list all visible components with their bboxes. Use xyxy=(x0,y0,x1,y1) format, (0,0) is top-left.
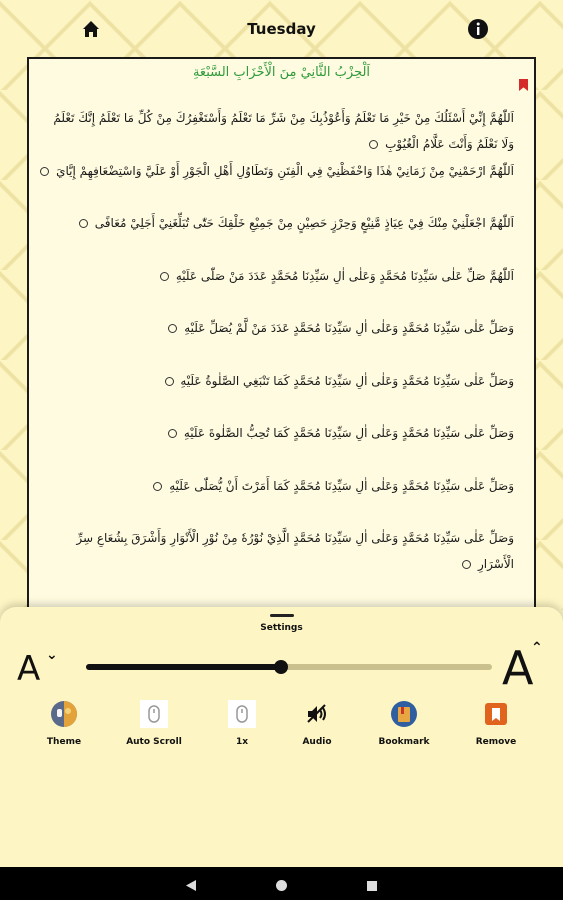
audio-muted-icon xyxy=(303,700,331,728)
dua-text: وَصَلِّ عَلٰى سَيِّدِنَا مُحَمَّدٍ وَعَلٰى اٰلِ سَيِّدِنَا مُحَمَّدٍ عَدَدَ مَنْ لَّمْ يُصَلِّ عَلَيْهِ xyxy=(184,321,514,335)
dua-text: اَللّٰهُمَّ ارْحَمْنِيْ مِنْ زَمَانِيْ هٰذَا وَاحْفَظْنِيْ فِي الْفِتَنِ وَتَطَاوُلِ أَهْلِ الْجَوْرِ أَوْ عَلَيَّ وَاسْتِضْعَافِهِمْ إِيَّايَ xyxy=(56,163,514,178)
dua-verse[interactable] xyxy=(39,158,514,211)
dua-verse[interactable] xyxy=(39,368,514,421)
dua-list xyxy=(39,105,514,578)
home-icon[interactable] xyxy=(80,18,102,40)
audio-label: Audio xyxy=(302,737,332,747)
dua-text: اَللّٰهُمَّ اجْعَلْنِيْ مِنْكَ فِيْ عِيَاذٍ مَّنِيْعٍ وَحِرْزٍ حَصِيْنٍ مِنْ جَمِيْعِ خَلْقِكَ حَتّٰى تُبَلِّغَنِيْ أَجَلِيْ مُعَافًى xyxy=(94,216,514,230)
verse-end-icon xyxy=(40,167,49,176)
speed-label: 1x xyxy=(235,737,249,747)
drag-handle[interactable] xyxy=(270,614,294,617)
chevron-down-icon: ⌄ xyxy=(46,647,58,663)
dua-text: اَللّٰهُمَّ إِنِّيْ أَسْئَلُكَ مِنْ خَيْرِ مَا تَعْلَمُ وَأَعُوْذُبِكَ مِنْ شَرِّ مَا تَعْلَمُ وَأَسْتَغْفِرُكَ مِنْ كُلِّ مَا تَعْلَمُ إِنَّكَ تَعْلَمُ وَلَا نَعْلَمُ وَأَنْتَ عَلَّامُ الْغُيُوْبِ xyxy=(53,111,514,151)
info-icon[interactable] xyxy=(467,18,489,40)
dua-verse[interactable] xyxy=(39,263,514,316)
action-bar xyxy=(0,700,563,760)
dua-verse[interactable] xyxy=(39,420,514,473)
settings-sheet xyxy=(0,607,563,867)
dua-text: اَللّٰهُمَّ صَلِّ عَلٰى سَيِّدِنَا مُحَمَّدٍ وَعَلٰى اٰلِ سَيِّدِنَا مُحَمَّدٍ عَدَدَ مَنْ صَلّٰى عَلَيْهِ xyxy=(175,268,514,283)
audio-button[interactable] xyxy=(277,700,357,747)
remove-button[interactable] xyxy=(456,700,536,747)
recents-icon[interactable] xyxy=(366,877,378,896)
auto-scroll-icon xyxy=(140,700,168,728)
chevron-up-icon: ⌃ xyxy=(531,640,543,656)
bookmark-button[interactable] xyxy=(364,700,444,747)
section-heading: اَلْحِزْبُ الثَّانِيْ مِنَ الْأَحْزَابِ السَّبْعَةِ xyxy=(192,65,371,80)
theme-icon xyxy=(50,700,78,728)
verse-end-icon xyxy=(165,377,174,386)
dua-verse[interactable] xyxy=(39,210,514,263)
verse-end-icon xyxy=(153,482,162,491)
dua-verse[interactable] xyxy=(39,525,514,578)
page-title: Tuesday xyxy=(247,20,316,38)
top-bar xyxy=(0,0,563,58)
remove-icon xyxy=(482,700,510,728)
dua-text: وَصَلِّ عَلٰى سَيِّدِنَا مُحَمَّدٍ وَعَلٰى اٰلِ سَيِّدِنَا مُحَمَّدٍ كَمَا أَمَرْتَ أَنْ يُّصَلّٰى عَلَيْهِ xyxy=(169,478,514,493)
theme-button[interactable] xyxy=(24,700,104,747)
dua-verse[interactable] xyxy=(39,473,514,526)
dua-text: وَصَلِّ عَلٰى سَيِّدِنَا مُحَمَّدٍ وَعَلٰى اٰلِ سَيِّدِنَا مُحَمَّدٍ كَمَا تُحِبُّ الصَّلٰوةَ عَلَيْهِ xyxy=(183,426,514,440)
verse-end-icon xyxy=(160,272,169,281)
slider-thumb[interactable] xyxy=(274,660,288,674)
theme-label: Theme xyxy=(46,737,82,747)
settings-title: Settings xyxy=(260,623,303,633)
dua-verse[interactable] xyxy=(39,105,514,158)
dua-verse[interactable] xyxy=(39,315,514,368)
dua-text: وَصَلِّ عَلٰى سَيِّدِنَا مُحَمَّدٍ وَعَلٰى اٰلِ سَيِّدِنَا مُحَمَّدٍ الَّذِيْ نُوْرُهٗ مِنْ نُوْرِ الْأَنْوَارِ وَأَشْرَقَ بِشُعَاعِ سِرِّ الْأَسْرَارِ xyxy=(76,531,514,571)
nav-home-icon[interactable] xyxy=(275,877,288,896)
auto-scroll-button[interactable] xyxy=(114,700,194,747)
back-icon[interactable] xyxy=(185,877,197,896)
font-size-slider[interactable] xyxy=(86,664,492,670)
verse-end-icon xyxy=(168,429,177,438)
speed-button[interactable] xyxy=(202,700,282,747)
system-nav-bar xyxy=(0,867,563,900)
verse-end-icon xyxy=(462,560,471,569)
remove-label: Remove xyxy=(475,737,517,747)
bookmark-label: Bookmark xyxy=(378,737,430,747)
verse-end-icon xyxy=(79,219,88,228)
bookmark-icon xyxy=(390,700,418,728)
dua-page xyxy=(27,57,536,617)
auto-scroll-label: Auto Scroll xyxy=(126,737,182,747)
bookmark-marker xyxy=(519,79,528,91)
slider-fill xyxy=(86,664,281,670)
speed-icon xyxy=(228,700,256,728)
verse-end-icon xyxy=(369,140,378,149)
dua-text: وَصَلِّ عَلٰى سَيِّدِنَا مُحَمَّدٍ وَعَلٰى اٰلِ سَيِّدِنَا مُحَمَّدٍ كَمَا تَنْبَغِي الصَّلٰوةُ عَلَيْهِ xyxy=(180,373,514,388)
font-increase-button[interactable]: A xyxy=(502,641,534,695)
verse-end-icon xyxy=(168,324,177,333)
font-decrease-button[interactable]: A xyxy=(17,649,41,689)
